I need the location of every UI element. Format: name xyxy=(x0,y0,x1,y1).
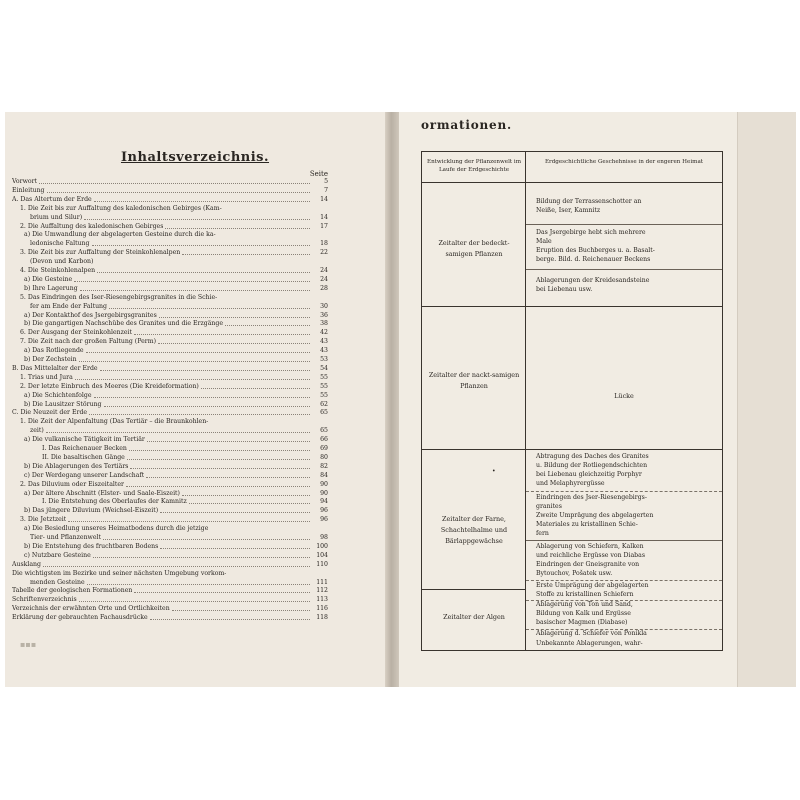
toc-entry-label: a) Der Kontakthof des Jsergebirgsgranites xyxy=(24,311,157,319)
toc-entry-page: 112 xyxy=(316,587,328,595)
toc-entry-page: 55 xyxy=(320,391,328,399)
formation-table xyxy=(421,151,723,651)
column-divider xyxy=(525,152,526,650)
toc-entry xyxy=(24,472,328,480)
toc-entry-page: 113 xyxy=(316,596,328,604)
toc-entry-label: a) Die Besiedlung unseres Heimatbodens durch die jetzige xyxy=(24,525,209,533)
toc-leader-dots xyxy=(159,312,310,318)
toc-entry xyxy=(30,427,328,435)
toc-entry-page: 118 xyxy=(316,614,328,622)
toc-entry-page: 65 xyxy=(320,427,328,435)
toc-entry-label: menden Gesteine xyxy=(30,578,85,586)
seite-label: Seite xyxy=(309,170,328,178)
toc-entry-page: 90 xyxy=(320,480,328,488)
toc-entry-page: 43 xyxy=(320,347,328,355)
book-spread xyxy=(0,112,800,687)
toc-entry xyxy=(12,365,328,373)
toc-entry-page: 54 xyxy=(320,364,328,372)
event-line: Bytouchov, Pošatek usw. xyxy=(536,570,613,577)
toc-entry-label: a) Die Gesteine xyxy=(24,275,73,283)
toc-entry xyxy=(30,303,328,311)
event-line: Materiales zu kristallinen Schie- xyxy=(536,521,638,528)
toc-entry xyxy=(24,356,328,364)
toc-entry xyxy=(24,347,328,355)
era-bedecktsamig: Zeitalter der bedeckt-samigen Pflanzen xyxy=(438,239,510,258)
toc-entry-page: 18 xyxy=(320,240,328,248)
event-line: fern xyxy=(536,530,549,537)
toc-entry xyxy=(12,605,328,613)
toc-entry-label: 3. Die Jetztzeit xyxy=(20,516,67,524)
era-farne: Zeitalter der Farne, Schachtelhalme und Bärlappgewächse xyxy=(440,515,508,545)
toc-leader-dots xyxy=(146,472,310,478)
toc-entry-label: I. Die Entstehung des Oberlaufes der Kamnitz xyxy=(42,498,187,506)
toc-entry xyxy=(30,214,328,222)
toc-entry-label: c) Nutzbare Gesteine xyxy=(24,551,91,559)
toc-entry-label: 1. Trias und Jura xyxy=(20,373,73,381)
event-separator xyxy=(526,540,722,541)
toc-entry-label: II. Die basaltischen Gänge xyxy=(42,453,125,461)
toc-entry-page: 96 xyxy=(320,507,328,515)
toc-entry xyxy=(20,418,328,426)
toc-leader-dots xyxy=(89,409,310,415)
toc-entry xyxy=(12,596,328,604)
event-line: u. Bildung der Rotliegendschichten xyxy=(536,462,648,469)
toc-entry-page xyxy=(93,258,109,266)
event-separator xyxy=(526,491,722,492)
toc-leader-dots xyxy=(79,596,310,602)
event-separator xyxy=(526,224,722,225)
toc-entry-label: 1. Die Zeit der Alpenfaltung (Das Tertiär – die Braunkohlen- xyxy=(20,418,209,426)
toc-entry-label: Tier- und Pflanzenwelt xyxy=(30,534,101,541)
toc-entry-page: 69 xyxy=(320,445,328,452)
toc-entry-page: 22 xyxy=(320,249,328,257)
event-line: granites xyxy=(536,503,562,510)
toc-entry-label: b) Ihre Lagerung xyxy=(24,284,78,292)
toc-leader-dots xyxy=(182,490,310,496)
toc-entry-page: 53 xyxy=(320,356,328,363)
toc-entry-page: 38 xyxy=(320,320,328,328)
toc-entry xyxy=(20,329,328,337)
toc-entry-page: 90 xyxy=(320,489,328,497)
toc-entry-label: 7. Die Zeit nach der großen Faltung (Perm) xyxy=(20,338,156,346)
toc-leader-dots xyxy=(147,436,310,442)
page-smudge: ▪▪▪ xyxy=(20,640,37,649)
bullet-mark: • xyxy=(492,468,496,475)
era-nacktsamig: Zeitalter der nackt-samigen Pflanzen xyxy=(428,371,520,390)
toc-leader-dots xyxy=(201,383,310,389)
event-rule-2 xyxy=(526,449,722,450)
toc-entry-label: 1. Die Zeit bis zur Auffaltung des kaledonischen Gebirges (Kam- xyxy=(20,204,222,212)
toc-leader-dots xyxy=(103,534,310,540)
toc-entry-page: 84 xyxy=(320,471,328,479)
toc-entry xyxy=(24,507,328,515)
toc-entry-page: 110 xyxy=(316,560,328,568)
toc-entry xyxy=(20,249,328,257)
event-line: berge. Bild. d. Reichenauer Beckens xyxy=(536,256,651,263)
toc-entry-page: 43 xyxy=(320,338,328,346)
toc-entry-page: 116 xyxy=(316,605,328,613)
toc-entry-label: b) Die Lausitzer Störung xyxy=(24,400,102,408)
toc-entry xyxy=(24,436,328,444)
toc-entry xyxy=(20,267,328,275)
toc-entry xyxy=(20,223,328,231)
toc-leader-dots xyxy=(84,214,310,220)
toc-entry-label: (Devon und Karbon) xyxy=(30,258,94,266)
toc-entry-page: 24 xyxy=(320,267,328,274)
toc-entry-label: a) Die vulkanische Tätigkeit im Tertiär xyxy=(24,436,145,444)
toc-entry xyxy=(42,445,328,453)
toc-entry-label: Vorwort xyxy=(12,178,38,185)
toc-entry xyxy=(12,196,328,204)
toc-entry-page: 55 xyxy=(320,382,328,390)
toc-entry-label: A. Das Altertum der Erde xyxy=(12,195,92,203)
toc-entry xyxy=(20,374,328,382)
event-line: Ablagerung d. Schiefer von Ponikla xyxy=(536,630,647,637)
event-line: Bildung der Terrassenschotter an xyxy=(536,198,642,205)
event-line: Eruption des Buchberges u. a. Basalt- xyxy=(536,247,655,254)
era-algen: Zeitalter der Algen xyxy=(443,613,505,621)
toc-entry-label: B. Das Mittelalter der Erde xyxy=(12,364,98,372)
toc-entry-label: Die wichtigsten im Bezirke und seiner nächsten Umgebung vorkom- xyxy=(12,569,227,577)
toc-entry-label: b) Die Entstehung des fruchtbaren Bodens xyxy=(24,542,159,550)
toc-entry xyxy=(12,178,328,186)
toc-entry-label: Verzeichnis der erwähnten Orte und Örtlichkeiten xyxy=(12,605,170,613)
toc-entry xyxy=(24,320,328,328)
toc-leader-dots xyxy=(75,374,310,380)
foldout-edge xyxy=(737,112,796,687)
toc-leader-dots xyxy=(86,347,310,353)
toc-entry-label: b) Die Ablagerungen des Tertiärs xyxy=(24,462,129,470)
toc-leader-dots xyxy=(97,267,310,273)
toc-leader-dots xyxy=(134,329,310,335)
event-line: Das Jsergebirge hebt sich mehrere xyxy=(536,229,646,236)
toc-entry xyxy=(12,561,328,569)
toc-leader-dots xyxy=(92,240,310,246)
toc-entry-page xyxy=(226,570,242,578)
event-line: und reichliche Ergüsse von Diabas xyxy=(536,552,646,559)
event-line: basischer Magmen (Diabase) xyxy=(536,619,628,626)
toc-entry-page xyxy=(217,294,233,302)
toc-leader-dots xyxy=(109,303,310,309)
toc-leader-dots xyxy=(94,392,310,398)
toc-entry xyxy=(42,454,328,462)
toc-entry xyxy=(12,187,328,195)
toc-entry-label: 6. Der Ausgang der Steinkohlenzeit xyxy=(20,329,132,337)
toc-leader-dots xyxy=(189,498,310,504)
toc-entry-label: brium und Silur) xyxy=(30,213,83,221)
toc-leader-dots xyxy=(182,249,310,255)
toc-entry-page: 14 xyxy=(320,213,328,221)
toc-entry-label: Ausklang xyxy=(12,560,41,568)
toc-entry xyxy=(24,543,328,551)
era-rule-3 xyxy=(422,589,526,590)
toc-entry-label: 2. Der letzte Einbruch des Meeres (Die Kreideformation) xyxy=(20,382,199,390)
toc-leader-dots xyxy=(134,587,310,593)
toc-entry-page: 30 xyxy=(320,302,328,310)
toc-entry xyxy=(12,587,328,595)
toc-leader-dots xyxy=(93,552,310,558)
book-gutter xyxy=(385,112,399,687)
toc-leader-dots xyxy=(158,338,310,344)
toc-entry xyxy=(24,525,328,533)
toc-entry xyxy=(24,463,328,471)
toc-entry xyxy=(24,231,328,239)
toc-entry-label: a) Die Schichtenfolge xyxy=(24,391,92,399)
toc-entry-page: 104 xyxy=(316,551,328,559)
toc-entry xyxy=(30,534,328,542)
event-line: Ablagerungen der Kreidesandsteine xyxy=(536,277,650,284)
toc-leader-dots xyxy=(129,445,310,451)
toc-entry-label: ledonische Faltung xyxy=(30,240,90,248)
toc-leader-dots xyxy=(150,614,310,620)
toc-entry-page: 96 xyxy=(320,516,328,524)
toc-entry-page xyxy=(208,525,224,533)
toc-entry xyxy=(30,240,328,248)
header-rule xyxy=(422,182,722,183)
toc-entry-page: 55 xyxy=(320,373,328,381)
toc-entry-label: C. Die Neuzeit der Erde xyxy=(12,409,88,417)
event-line: Ablagerung von Schiefern, Kalken xyxy=(536,543,644,550)
toc-leader-dots xyxy=(47,187,310,193)
toc-leader-dots xyxy=(94,196,310,202)
toc-entry-label: a) Die Umwandlung der abgelagerten Gesteine durch die ka- xyxy=(24,231,216,239)
toc-entry xyxy=(42,498,328,506)
toc-entry-page: 94 xyxy=(320,498,328,506)
event-line: Stoffe zu kristallinen Schiefern xyxy=(536,591,634,598)
toc-leader-dots xyxy=(127,454,310,460)
toc-entry-page: 66 xyxy=(320,436,328,444)
toc-leader-dots xyxy=(79,356,310,362)
toc-leader-dots xyxy=(225,320,310,326)
toc-entry-page: 80 xyxy=(320,453,328,461)
toc-leader-dots xyxy=(74,276,310,282)
event-separator xyxy=(526,269,722,270)
toc-leader-dots xyxy=(43,561,310,567)
event-line: bei Liebenau gleichzeitig Porphyr xyxy=(536,471,642,478)
toc-leader-dots xyxy=(87,579,310,585)
toc-leader-dots xyxy=(104,401,310,407)
toc-entry-page: 7 xyxy=(324,186,328,194)
event-line: Zweite Umprägung des abgelagerten xyxy=(536,512,654,519)
col1-header: Entwicklung der Pflanzenwelt im Laufe der Erdgeschichte xyxy=(426,159,522,173)
toc-entry xyxy=(24,276,328,284)
toc-entry xyxy=(20,516,328,524)
toc-entry-label: I. Das Reichenauer Becken xyxy=(42,445,127,452)
toc-leader-dots xyxy=(68,516,310,522)
luecke-label: Lücke xyxy=(614,392,634,400)
toc-entry xyxy=(24,392,328,400)
toc-entry-label: 2. Die Auffaltung des kaledonischen Gebirges xyxy=(20,222,164,230)
toc-leader-dots xyxy=(100,365,310,371)
toc-entry xyxy=(12,409,328,417)
col2-header: Erdgeschichtliche Geschehnisse in der engeren Heimat xyxy=(544,159,704,165)
era-rule-2 xyxy=(422,449,526,450)
toc-leader-dots xyxy=(165,223,310,229)
toc-entry xyxy=(24,401,328,409)
toc-leader-dots xyxy=(126,481,310,487)
toc-entry-page: 98 xyxy=(320,534,328,541)
event-rule-1 xyxy=(526,306,722,307)
toc-entry-page xyxy=(216,231,232,239)
toc-entry-label: 3. Die Zeit bis zur Auffaltung der Steinkohlenalpen xyxy=(20,249,181,257)
toc-entry xyxy=(12,614,328,622)
toc-entry xyxy=(12,570,328,578)
toc-entry-label: c) Der Werdegang unserer Landschaft xyxy=(24,471,145,479)
toc-entry-label: b) Das jüngere Diluvium (Weichsel-Eiszeit) xyxy=(24,507,159,515)
toc-entry-page: 65 xyxy=(320,409,328,417)
toc-entry-label: zeit) xyxy=(30,427,44,435)
toc-entry-label: Einleitung xyxy=(12,186,45,194)
toc-entry-label: a) Der ältere Abschnitt (Elster- und Saale-Eiszeit) xyxy=(24,489,180,497)
toc-entry-page: 24 xyxy=(320,275,328,283)
toc-leader-dots xyxy=(160,543,310,549)
event-line: Eindringen des Jser-Riesengebirgs- xyxy=(536,494,647,501)
toc-entry xyxy=(20,338,328,346)
toc-entry-page: 100 xyxy=(316,542,328,550)
running-head: ormationen. xyxy=(421,118,512,132)
event-line: Unbekannte Ablagerungen, wahr- xyxy=(536,640,643,647)
toc-entry-label: Tabelle der geologischen Formationen xyxy=(12,587,133,595)
toc-entry-page: 111 xyxy=(316,578,328,586)
toc-entry-page xyxy=(222,205,238,213)
toc-entry xyxy=(20,481,328,489)
left-page xyxy=(5,112,385,687)
toc-entry xyxy=(20,294,328,302)
toc-entry xyxy=(24,285,328,293)
toc-entry-label: Schriftenverzeichnis xyxy=(12,596,77,604)
event-line: Abtragung des Daches des Granites xyxy=(536,453,649,460)
toc-entry-page: 5 xyxy=(324,178,328,185)
toc-leader-dots xyxy=(46,427,310,433)
toc-entry-page: 36 xyxy=(320,311,328,319)
toc-entry-page: 28 xyxy=(320,284,328,292)
event-line: Eindringen der Gneisgranite von xyxy=(536,561,640,568)
toc-entry-page: 17 xyxy=(320,222,328,230)
toc-entry-page: 14 xyxy=(320,195,328,203)
event-line: Neiße, Iser, Kamnitz xyxy=(536,207,601,214)
toc-entry-label: 4. Die Steinkohlenalpen xyxy=(20,267,96,274)
toc-leader-dots xyxy=(39,178,310,184)
event-line: und Melaphyrergüsse xyxy=(536,480,605,487)
toc-entry-label: fer am Ende der Faltung xyxy=(30,302,107,310)
toc-entry-label: 5. Das Eindringen des Iser-Riesengebirgsgranites in die Schie- xyxy=(20,293,218,301)
toc-entry xyxy=(20,383,328,391)
toc-entry xyxy=(24,312,328,320)
toc-entry xyxy=(24,552,328,560)
toc-title: Inhaltsverzeichnis. xyxy=(120,150,270,165)
toc-leader-dots xyxy=(130,463,310,469)
toc-entry xyxy=(30,579,328,587)
toc-entry xyxy=(24,490,328,498)
toc-entry-label: 2. Das Diluvium oder Eiszeitalter xyxy=(20,480,124,488)
toc-entry-label: a) Das Rotliegende xyxy=(24,347,84,355)
toc-entry-page: 82 xyxy=(320,462,328,470)
toc-entry xyxy=(20,205,328,213)
event-line: Male xyxy=(536,238,552,245)
toc-entry-label: Erklärung der gebrauchten Fachausdrücke xyxy=(12,614,148,622)
toc-entry-label: b) Der Zechstein xyxy=(24,356,77,363)
toc-entry xyxy=(30,258,328,266)
event-line: Erste Umprägung der abgelagerten xyxy=(536,582,649,589)
event-line: Bildung von Kalk und Ergüsse xyxy=(536,610,631,617)
toc-leader-dots xyxy=(172,605,310,611)
toc-entry-page: 42 xyxy=(320,329,328,337)
toc-leader-dots xyxy=(160,507,310,513)
era-rule-1 xyxy=(422,306,526,307)
event-line: bei Liebenau usw. xyxy=(536,286,593,293)
toc-entry-label: b) Die gangartigen Nachschübe des Granites und die Erzgänge xyxy=(24,320,224,328)
toc-entry-page xyxy=(208,418,224,426)
event-line: Ablagerung von Ton und Sand, xyxy=(536,601,633,608)
toc-entry-page: 62 xyxy=(320,400,328,408)
toc-leader-dots xyxy=(80,285,310,291)
